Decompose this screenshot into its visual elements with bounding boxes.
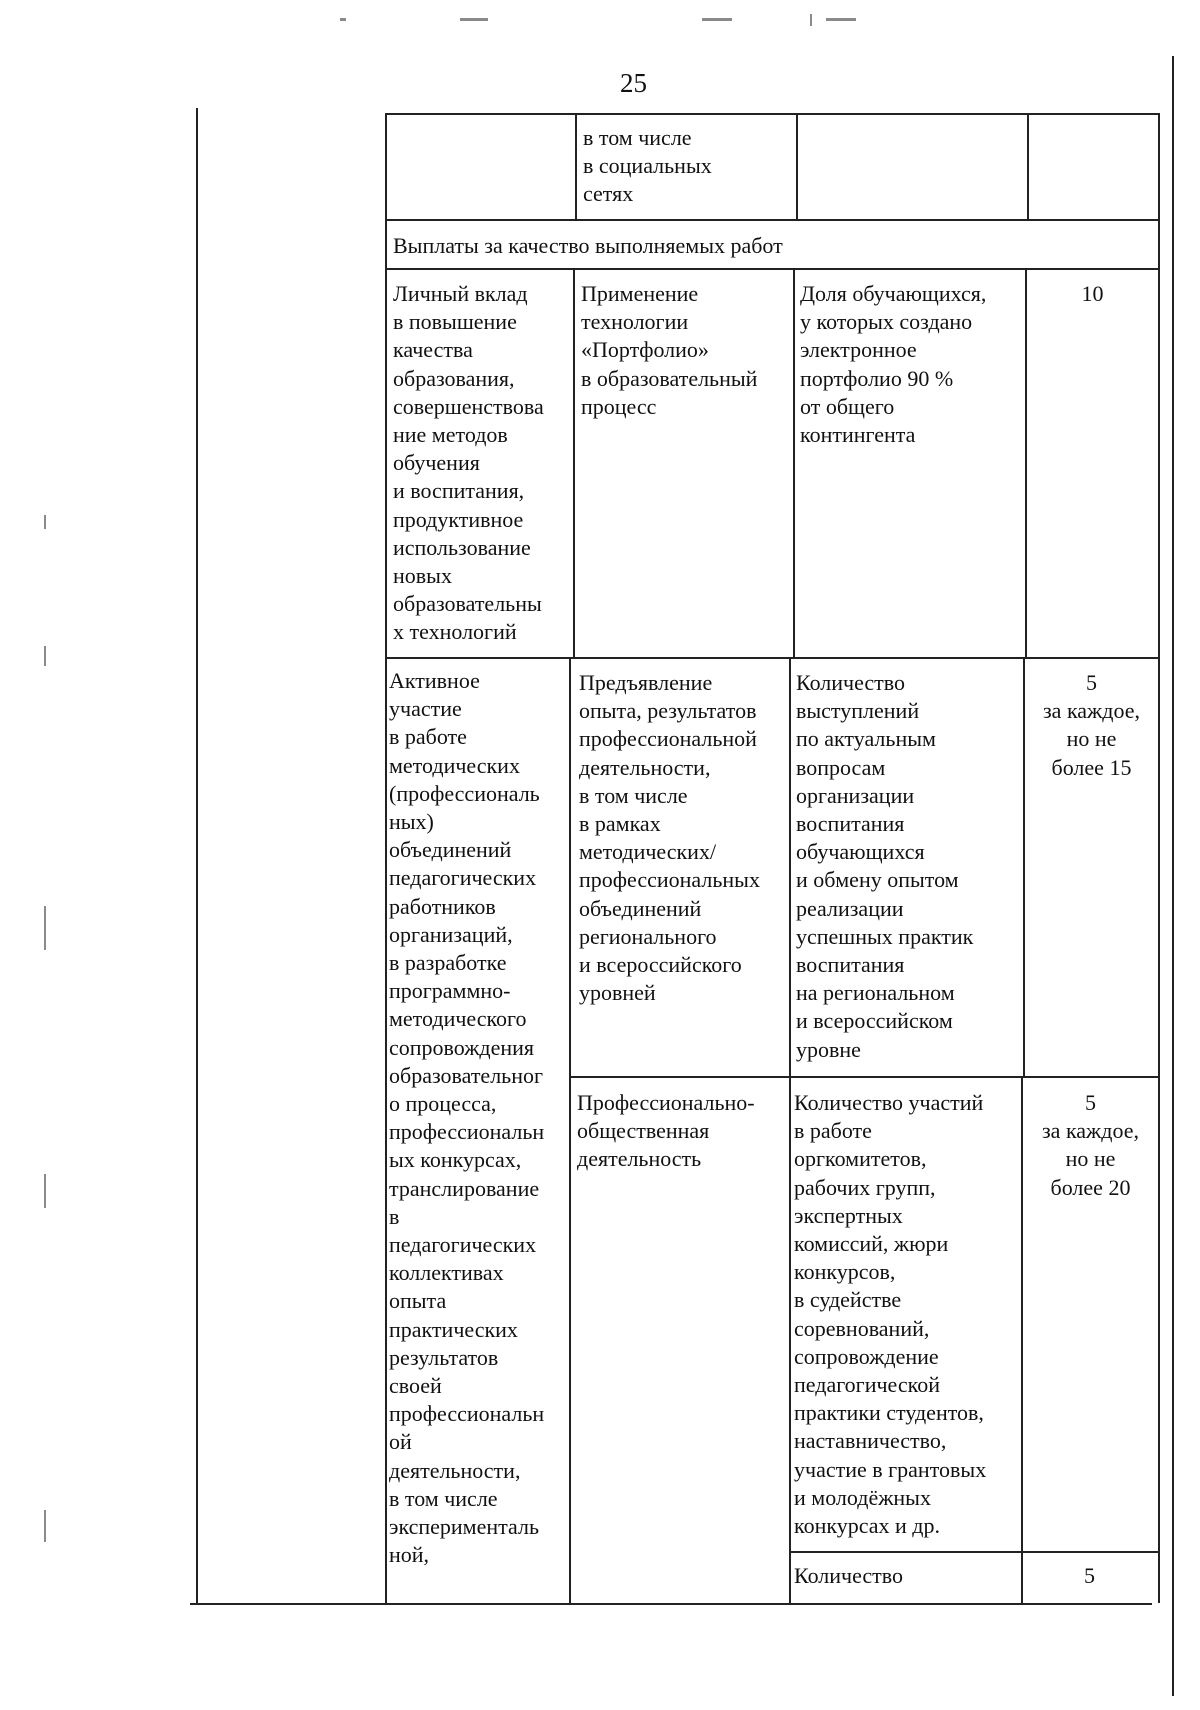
row1-indicator: Доля обучающихся, у которых создано электронное портфолио 90 % от общего контингента [800, 281, 987, 448]
scan-artifact [702, 18, 732, 21]
row1-col-border-4 [1025, 268, 1027, 658]
scan-artifact [44, 646, 46, 666]
row2-area: Активное участие в работе методических (профессиональ ных) объединений педагогических работников организаций, в разработке программно- методического сопровождения образовательног о процесса, профессиональн ых конкурсах, транслирование в педагогических коллективах опыта практических результатов своей профессиональн ой деятельности, в том числе эксперименталь ной, [389, 668, 545, 1568]
row2-sub1-points: 5 за каждое, но не более 15 [1042, 670, 1140, 780]
row2-sub1-indicator: Количество выступлений по актуальным вопросам организации воспитания обучающихся и обмену опытом реализации успешных практик воспитания на региональном и всероссийском уровне [796, 670, 974, 1062]
table-bottom-border [190, 1603, 1152, 1605]
scan-artifact [340, 18, 346, 21]
prev-row-criterion: в том числе в социальных сетях [583, 125, 712, 207]
page-number: 25 [620, 68, 647, 98]
row2-sub2-criterion: Профессионально- общественная деятельность [577, 1090, 755, 1172]
col-border-3-top [796, 113, 798, 219]
scan-artifact [810, 14, 812, 26]
table-top-border [385, 113, 1160, 115]
row1-area: Личный вклад в повышение качества образования, совершенствова ние методов обучения и воспитания, продуктивное использование новых образовательны х технологий [393, 281, 544, 645]
scan-artifact [44, 1174, 46, 1208]
scan-artifact [44, 515, 46, 529]
row1-points: 10 [1081, 281, 1104, 306]
section-header: Выплаты за качество выполняемых работ [393, 233, 783, 258]
row2-sub1-criterion: Предъявление опыта, результатов профессиональной деятельности, в том числе в рамках методических/ профессиональных объединений регионального и всероссийского уровней [579, 670, 760, 1006]
col-border-4-top [1027, 113, 1029, 219]
row2-sub2-indicator: Количество участий в работе оргкомитетов, рабочих групп, экспертных комиссий, жюри конкурсов, в судействе соревнований, сопровождение педагогической практики студентов, наставничество, участие в грантовых и молодёжных конкурсах и др. [794, 1090, 987, 1539]
row2-sub3-indicator: Количество [794, 1563, 904, 1588]
row1-col-border-3 [793, 268, 795, 658]
row2-sub2-bottom [789, 1551, 1158, 1553]
row2-sub2-points: 5 за каждое, но не более 20 [1041, 1090, 1139, 1200]
col-border-right [1158, 113, 1160, 1603]
row2-col-border-2 [569, 657, 571, 1603]
row2-col-border-3 [789, 657, 791, 1603]
left-margin-line [196, 108, 198, 1604]
scan-artifact [44, 1510, 46, 1542]
section-header-bottom [385, 268, 1160, 270]
col-border-1 [385, 113, 387, 1603]
row1-criterion: Применение технологии «Портфолио» в образовательный процесс [581, 281, 758, 419]
section-header-top [385, 219, 1160, 221]
scan-artifact [44, 906, 46, 950]
row1-bottom [385, 657, 1160, 659]
row1-col-border-2 [573, 268, 575, 658]
row2-sub3-points: 5 [1084, 1563, 1095, 1588]
row2-sub1-bottom [569, 1076, 1158, 1078]
scan-artifact [826, 18, 856, 21]
scan-artifact [460, 18, 488, 21]
right-page-border [1172, 56, 1174, 1696]
col-border-2-top [575, 113, 577, 219]
